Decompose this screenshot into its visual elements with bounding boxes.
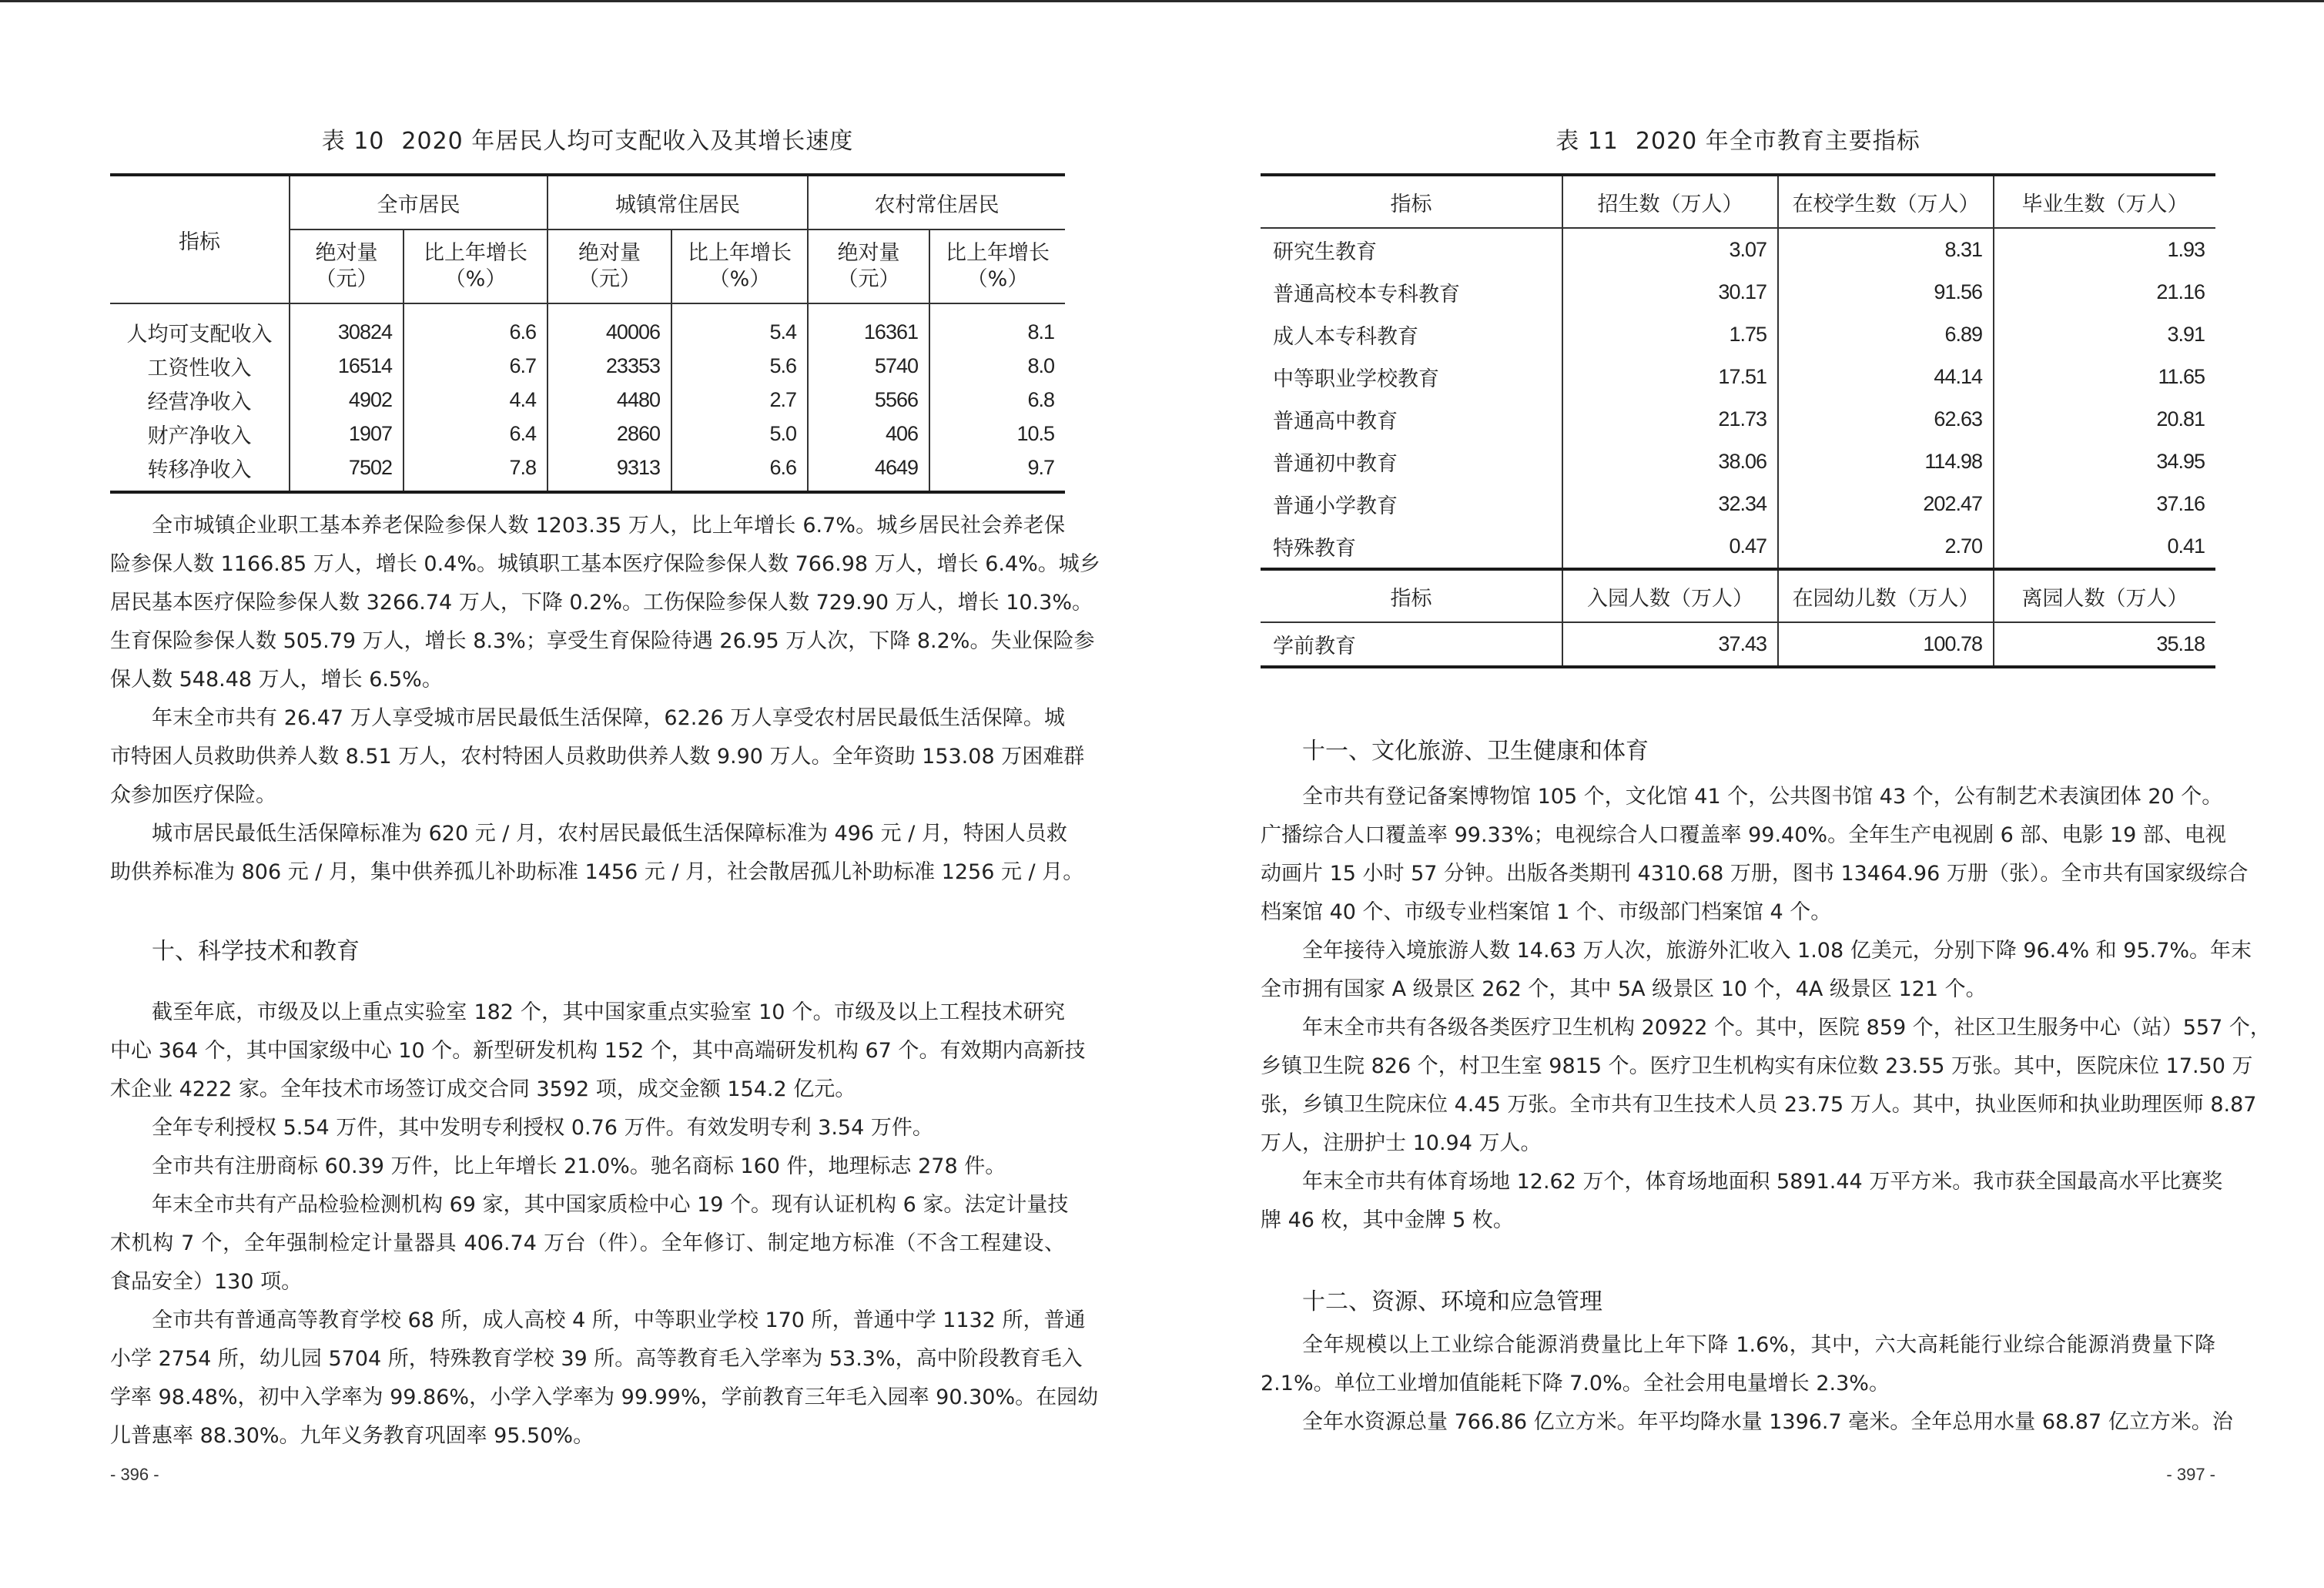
- table10-income: [110, 173, 1065, 494]
- subheader-line1: 绝对量: [315, 241, 378, 265]
- cell-value: 2.70: [1778, 525, 1994, 569]
- row-label: 经营净收入: [147, 390, 252, 414]
- paragraph: [1261, 1326, 2215, 1403]
- table11-preschool-header: 离园人数（万人）: [1994, 569, 2215, 622]
- section-10-heading: 十、科学技术和教育: [152, 938, 360, 965]
- cell-value: 202.47: [1778, 483, 1994, 525]
- cell-value: 6.7: [404, 349, 548, 383]
- cell-value: 114.98: [1778, 441, 1994, 483]
- cell-value: 9313: [548, 451, 671, 492]
- table-row: [110, 349, 1065, 383]
- row-label: 研究生教育: [1273, 240, 1377, 264]
- table11-preschool-header: 指标: [1390, 586, 1432, 611]
- cell-value: 0.47: [1562, 525, 1778, 569]
- cell-value: 8.1: [929, 303, 1065, 349]
- table10-number: 表 10: [321, 128, 385, 155]
- table11-preschool-header: 入园人数（万人）: [1562, 569, 1778, 622]
- paragraph: [110, 1147, 1065, 1186]
- cell-value: 37.16: [1994, 483, 2215, 525]
- paragraph-line: 众参加医疗保险。: [110, 783, 276, 807]
- cell-value: 62.63: [1778, 398, 1994, 441]
- table10-subheader: [404, 229, 548, 303]
- cell-value: 91.56: [1778, 271, 1994, 313]
- paragraph-line: 全市共有普通高等教育学校 68 所，成人高校 4 所，中等职业学校 170 所，普通中学 1132 所，普通: [152, 1308, 1086, 1332]
- paragraph: [110, 1186, 1069, 1302]
- paragraph-line: 年末全市共有体育场地 12.62 万个，体育场地面积 5891.44 万平方米。我市获全国最高水平比赛奖: [1302, 1170, 2223, 1194]
- table-row: [1261, 313, 2215, 356]
- table11-column-header: 在校学生数（万人）: [1778, 175, 1994, 228]
- paragraph-line: 年末全市共有 26.47 万人享受城市居民最低生活保障，62.26 万人享受农村居民最低生活保障。城: [152, 706, 1065, 730]
- paragraph: [1261, 1009, 2271, 1163]
- table11-column-header: 指标: [1390, 192, 1432, 216]
- table10-group-header: 农村常住居民: [808, 175, 1065, 229]
- cell-value: 8.31: [1778, 228, 1994, 271]
- table10-subheader: [290, 229, 404, 303]
- cell-value: 30824: [290, 303, 404, 349]
- subheader-line2: （%）: [966, 267, 1029, 291]
- cell-value: 2860: [548, 417, 671, 451]
- table11-title-text: 2020 年全市教育主要指标: [1635, 128, 1920, 155]
- paragraph-line: 截至年底，市级及以上重点实验室 182 个，其中国家重点实验室 10 个。市级及以上工程技术研究: [152, 1000, 1065, 1024]
- cell-value: 1.75: [1562, 313, 1778, 356]
- paragraph-line: 居民基本医疗保险参保人数 3266.74 万人，下降 0.2%。工伤保险参保人数 729.90 万人，增长 10.3%。: [110, 591, 1093, 615]
- cell-value: 38.06: [1562, 441, 1778, 483]
- row-label: 普通高校本专科教育: [1273, 283, 1460, 307]
- row-label: 中等职业学校教育: [1273, 367, 1439, 391]
- paragraph: [110, 1109, 1065, 1147]
- table10-subheader: [671, 229, 808, 303]
- paragraph-line: 全年专利授权 5.54 万件，其中发明专利授权 0.76 万件。有效发明专利 3.54 万件。: [152, 1116, 933, 1140]
- paragraph-line: 张，乡镇卫生院床位 4.45 万张。全市共有卫生技术人员 23.75 万人。其中，执业医师和执业助理医师 8.87: [1261, 1093, 2257, 1117]
- cell-value: 6.6: [671, 451, 808, 492]
- cell-value: 35.18: [1994, 622, 2215, 667]
- table-row: [1261, 271, 2215, 313]
- cell-value: 10.5: [929, 417, 1065, 451]
- paragraph: [110, 1302, 1099, 1456]
- cell-value: 6.89: [1778, 313, 1994, 356]
- table11-number: 表 11: [1555, 128, 1619, 155]
- cell-value: 40006: [548, 303, 671, 349]
- cell-value: 6.8: [929, 383, 1065, 417]
- cell-value: 1907: [290, 417, 404, 451]
- table11-column-header: 招生数（万人）: [1562, 175, 1778, 228]
- cell-value: 30.17: [1562, 271, 1778, 313]
- paragraph-line: 学率 98.48%，初中入学率为 99.86%，小学入学率为 99.99%，学前教育三年毛入园率 90.30%。在园幼: [110, 1385, 1099, 1409]
- paragraph-line: 全市拥有国家 A 级景区 262 个，其中 5A 级景区 10 个，4A 级景区 121 个。: [1261, 977, 1987, 1001]
- table11-preschool-header: 在园幼儿数（万人）: [1778, 569, 1994, 622]
- paragraph-line: 中心 364 个，其中国家级中心 10 个。新型研发机构 152 个，其中高端研发机构 67 个。有效期内高新技: [110, 1039, 1086, 1063]
- paragraph-line: 牌 46 枚，其中金牌 5 枚。: [1261, 1208, 1514, 1232]
- table-row: [1261, 228, 2215, 271]
- table-row: [110, 451, 1065, 492]
- paragraph-line: 险参保人数 1166.85 万人，增长 0.4%。城镇职工基本医疗保险参保人数 766.98 万人，增长 6.4%。城乡: [110, 552, 1100, 576]
- paragraph-line: 全市共有登记备案博物馆 105 个，文化馆 41 个，公共图书馆 43 个，公有制艺术表演团体 20 个。: [1302, 785, 2223, 809]
- cell-value: 6.4: [404, 417, 548, 451]
- cell-value: 20.81: [1994, 398, 2215, 441]
- cell-value: 4.4: [404, 383, 548, 417]
- paragraph-line: 术企业 4222 家。全年技术市场签订成交合同 3592 项，成交金额 154.2 亿元。: [110, 1077, 856, 1101]
- paragraph: [110, 993, 1086, 1109]
- cell-value: 21.73: [1562, 398, 1778, 441]
- cell-value: 5740: [808, 349, 929, 383]
- cell-value: 4480: [548, 383, 671, 417]
- table10-title: [110, 122, 1065, 156]
- table-row: [110, 417, 1065, 451]
- table-row: [1261, 441, 2215, 483]
- cell-value: 44.14: [1778, 356, 1994, 398]
- paragraph-line: 城市居民最低生活保障标准为 620 元 / 月，农村居民最低生活保障标准为 496 元 / 月，特困人员救: [152, 822, 1067, 846]
- right-page: [1261, 0, 2271, 1588]
- cell-value: 16514: [290, 349, 404, 383]
- subheader-line2: （元）: [578, 267, 641, 291]
- left-page: [110, 0, 1100, 1588]
- paragraph: [110, 815, 1084, 892]
- cell-value: 7.8: [404, 451, 548, 492]
- table-row: [110, 303, 1065, 349]
- paragraph: [1261, 778, 2249, 932]
- paragraph-line: 动画片 15 小时 57 分钟。出版各类期刊 4310.68 万册，图书 13464.96 万册（张）。全市共有国家级综合: [1261, 862, 2249, 886]
- paragraph: [110, 699, 1085, 815]
- cell-value: 34.95: [1994, 441, 2215, 483]
- paragraph-line: 乡镇卫生院 826 个，村卫生室 9815 个。医疗卫生机构实有床位数 23.55 万张。其中，医院床位 17.50 万: [1261, 1054, 2253, 1078]
- cell-value: 6.6: [404, 303, 548, 349]
- cell-value: 2.7: [671, 383, 808, 417]
- cell-value: 5.4: [671, 303, 808, 349]
- cell-value: 9.7: [929, 451, 1065, 492]
- row-label: 普通小学教育: [1273, 494, 1398, 518]
- paragraph-line: 全年规模以上工业综合能源消费量比上年下降 1.6%，其中，六大高耗能行业综合能源消费量下降: [1302, 1333, 2215, 1357]
- table-row: [1261, 483, 2215, 525]
- cell-value: 11.65: [1994, 356, 2215, 398]
- cell-value: 1.93: [1994, 228, 2215, 271]
- cell-value: 4649: [808, 451, 929, 492]
- table10-group-header: 城镇常住居民: [548, 175, 808, 229]
- cell-value: 100.78: [1778, 622, 1994, 667]
- row-label: 财产净收入: [147, 424, 252, 448]
- paragraph-line: 术机构 7 个，全年强制检定计量器具 406.74 万台（件）。全年修订、制定地方标准（不含工程建设、: [110, 1231, 1065, 1255]
- cell-value: 3.07: [1562, 228, 1778, 271]
- row-label: 转移净收入: [147, 457, 252, 482]
- subheader-line1: 比上年增长: [424, 241, 527, 265]
- table10-subheader: [929, 229, 1065, 303]
- table-row: [1261, 622, 2215, 667]
- cell-value: 32.34: [1562, 483, 1778, 525]
- row-label: 普通高中教育: [1273, 410, 1398, 434]
- paragraph: [110, 507, 1100, 699]
- row-label: 特殊教育: [1273, 537, 1356, 561]
- table10-group-header: 全市居民: [290, 175, 548, 229]
- section-11-heading: 十一、文化旅游、卫生健康和体育: [1302, 738, 1649, 765]
- table11-education: [1261, 173, 2215, 668]
- cell-value: 406: [808, 417, 929, 451]
- paragraph-line: 全市城镇企业职工基本养老保险参保人数 1203.35 万人，比上年增长 6.7%。城乡居民社会养老保: [152, 514, 1065, 538]
- paragraph: [1261, 1163, 2223, 1240]
- subheader-line2: （元）: [315, 267, 378, 291]
- paragraph-line: 保人数 548.48 万人，增长 6.5%。: [110, 668, 443, 692]
- row-label: 学前教育: [1273, 635, 1356, 658]
- cell-value: 21.16: [1994, 271, 2215, 313]
- subheader-line1: 绝对量: [837, 241, 900, 265]
- paragraph-line: 市特困人员救助供养人数 8.51 万人，农村特困人员救助供养人数 9.90 万人。全年资助 153.08 万困难群: [110, 745, 1085, 769]
- page-number-397: - 397 -: [2166, 1465, 2215, 1484]
- cell-value: 17.51: [1562, 356, 1778, 398]
- subheader-line2: （%）: [444, 267, 507, 291]
- table10-subheader: [548, 229, 671, 303]
- cell-value: 23353: [548, 349, 671, 383]
- row-label: 工资性收入: [147, 356, 252, 380]
- paragraph-line: 小学 2754 所，幼儿园 5704 所，特殊教育学校 39 所。高等教育毛入学率为 53.3%，高中阶段教育毛入: [110, 1347, 1083, 1371]
- paragraph-line: 食品安全）130 项。: [110, 1270, 303, 1294]
- subheader-line2: （元）: [837, 267, 900, 291]
- table10-indicator-header: 指标: [110, 175, 290, 303]
- table-row: [1261, 398, 2215, 441]
- table-row: [1261, 356, 2215, 398]
- paragraph-line: 助供养标准为 806 元 / 月，集中供养孤儿补助标准 1456 元 / 月，社会散居孤儿补助标准 1256 元 / 月。: [110, 860, 1084, 884]
- table-row: [110, 383, 1065, 417]
- subheader-line1: 绝对量: [578, 241, 641, 265]
- table-row: [1261, 525, 2215, 569]
- paragraph-line: 全年水资源总量 766.86 亿立方米。年平均降水量 1396.7 毫米。全年总用水量 68.87 亿立方米。治: [1302, 1410, 2233, 1434]
- cell-value: 5566: [808, 383, 929, 417]
- cell-value: 16361: [808, 303, 929, 349]
- subheader-line1: 比上年增长: [688, 241, 792, 265]
- cell-value: 8.0: [929, 349, 1065, 383]
- table11-column-header: 毕业生数（万人）: [1994, 175, 2215, 228]
- paragraph-line: 全市共有注册商标 60.39 万件，比上年增长 21.0%。驰名商标 160 件，地理标志 278 件。: [152, 1154, 1006, 1178]
- row-label: 成人本专科教育: [1273, 325, 1418, 349]
- paragraph-line: 儿普惠率 88.30%。九年义务教育巩固率 95.50%。: [110, 1424, 594, 1448]
- paragraph-line: 全年接待入境旅游人数 14.63 万人次，旅游外汇收入 1.08 亿美元，分别下降 96.4% 和 95.7%。年末: [1302, 939, 2252, 963]
- page-number-396: - 396 -: [110, 1465, 159, 1484]
- cell-value: 7502: [290, 451, 404, 492]
- paragraph-line: 广播综合人口覆盖率 99.33%；电视综合人口覆盖率 99.40%。全年生产电视剧 6 部、电影 19 部、电视: [1261, 823, 2226, 847]
- cell-value: 0.41: [1994, 525, 2215, 569]
- paragraph-line: 年末全市共有各级各类医疗卫生机构 20922 个。其中，医院 859 个，社区卫生服务中心（站）557 个，: [1302, 1016, 2271, 1040]
- paragraph-line: 档案馆 40 个、市级专业档案馆 1 个、市级部门档案馆 4 个。: [1261, 900, 1832, 924]
- cell-value: 5.0: [671, 417, 808, 451]
- cell-value: 5.6: [671, 349, 808, 383]
- paragraph-line: 年末全市共有产品检验检测机构 69 家，其中国家质检中心 19 个。现有认证机构 6 家。法定计量技: [152, 1193, 1069, 1217]
- paragraph-line: 万人，注册护士 10.94 万人。: [1261, 1131, 1542, 1155]
- section-12-heading: 十二、资源、环境和应急管理: [1302, 1288, 1602, 1315]
- subheader-line1: 比上年增长: [946, 241, 1050, 265]
- subheader-line2: （%）: [708, 267, 771, 291]
- paragraph-line: 2.1%。单位工业增加值能耗下降 7.0%。全社会用电量增长 2.3%。: [1261, 1372, 1890, 1395]
- cell-value: 37.43: [1562, 622, 1778, 667]
- row-label: 人均可支配收入: [126, 322, 273, 347]
- cell-value: 3.91: [1994, 313, 2215, 356]
- cell-value: 4902: [290, 383, 404, 417]
- paragraph-line: 生育保险参保人数 505.79 万人，增长 8.3%；享受生育保险待遇 26.95 万人次，下降 8.2%。失业保险参: [110, 629, 1095, 653]
- row-label: 普通初中教育: [1273, 452, 1398, 476]
- paragraph: [1261, 1403, 2233, 1442]
- paragraph: [1261, 932, 2252, 1009]
- table10-subheader: [808, 229, 929, 303]
- table10-title-text: 2020 年居民人均可支配收入及其增长速度: [401, 128, 854, 155]
- table11-title: [1261, 122, 2215, 156]
